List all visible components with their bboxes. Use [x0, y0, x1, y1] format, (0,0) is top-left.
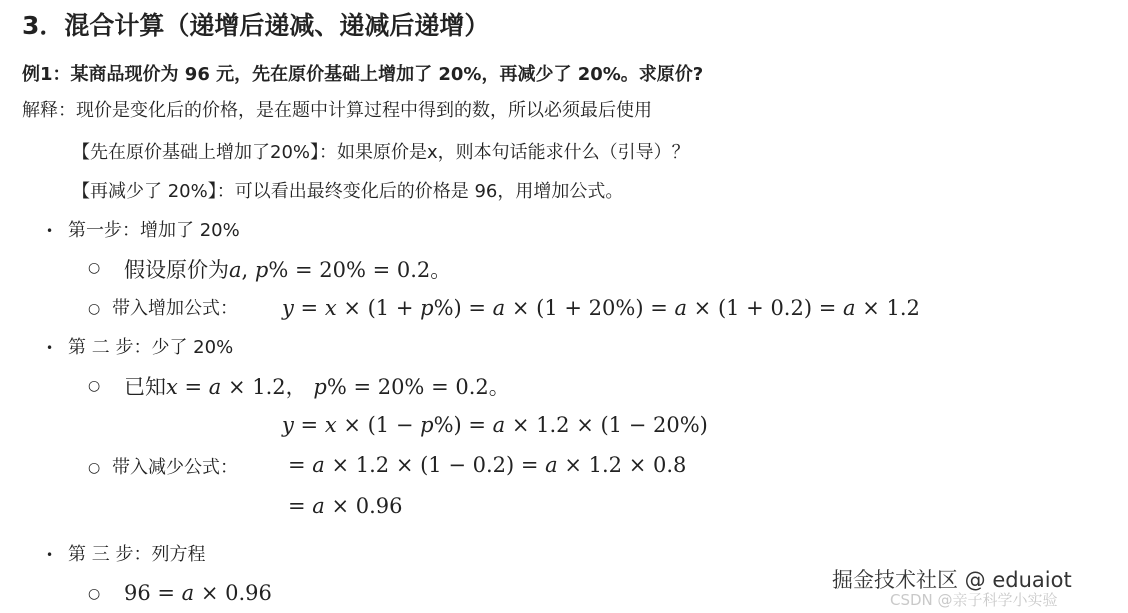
circle-bullet: ○ [88, 260, 101, 276]
known-math: x = a × 1.2， p% = 20% = 0.2 [166, 375, 489, 399]
step-2-formula-label: 带入减少公式： [112, 457, 238, 478]
step-2-label: 第 二 步：少了 20% [68, 337, 234, 358]
step-2-known [124, 372, 510, 402]
section-title: 3．混合计算（递增后递减、递减后递增） [22, 11, 490, 40]
circle-bullet: ○ [88, 301, 101, 317]
bullet-dot: • [46, 224, 54, 238]
known-text: 已知 [124, 375, 166, 399]
step-1-assume [124, 255, 451, 285]
example-question: 例1：某商品现价为 96 元，先在原价基础上增加了 20%，再减少了 20%。求原价? [22, 64, 704, 85]
explanation: 解释：现价是变化后的价格，是在题中计算过程中得到的数，所以必须最后使用 [22, 100, 652, 121]
step-2-formula-line-1: y = x × (1 − p%) = a × 1.2 × (1 − 20%) [282, 413, 708, 437]
circle-bullet: ○ [88, 378, 101, 394]
hint-2: 【再减少了 20%】：可以看出最终变化后的价格是 96，用增加公式。 [72, 181, 624, 202]
known-tail: 。 [488, 375, 510, 399]
circle-bullet: ○ [88, 586, 101, 602]
circle-bullet: ○ [88, 460, 101, 476]
assume-math: a, p% = 20% = 0.2 [229, 258, 431, 282]
step-1-formula-label: 带入增加公式： [112, 298, 238, 319]
hint-1: 【先在原价基础上增加了20%】：如果原价是x，则本句话能求什么（引导）？ [72, 142, 690, 163]
bullet-dot: • [46, 548, 54, 562]
step-3-label: 第 三 步：列方程 [68, 544, 206, 565]
bullet-dot: • [46, 341, 54, 355]
assume-tail: 。 [430, 258, 452, 282]
step-3-equation: 96 = a × 0.96 [124, 581, 272, 605]
assume-text: 假设原价为 [124, 258, 229, 282]
step-1-formula: y = x × (1 + p%) = a × (1 + 20%) = a × (1 + 0.2) = a × 1.2 [282, 296, 920, 320]
step-1-label: 第一步：增加了 20% [68, 220, 240, 241]
step-2-formula-line-2: = a × 1.2 × (1 − 0.2) = a × 1.2 × 0.8 [288, 453, 687, 477]
step-2-formula-line-3: = a × 0.96 [288, 494, 403, 518]
watermark-sub: CSDN @亲子科学小实验 [890, 591, 1058, 609]
watermark: 掘金技术社区 @ eduaiot [832, 568, 1072, 592]
